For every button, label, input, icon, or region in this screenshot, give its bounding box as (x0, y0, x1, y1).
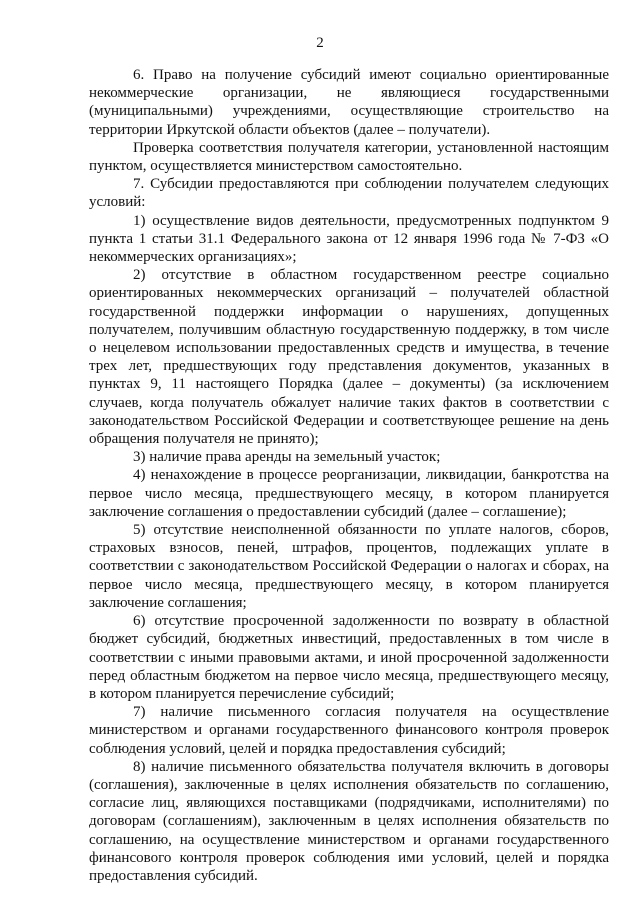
condition-6: 6) отсутствие просроченной задолженности по возврату в областной бюджет субсидий, бюджетных инвестиций, предоставленных в том числе в соответствии с иными правовыми актами, и иной просроченной задолженности перед областным бюджетом на первое число месяца, предшествующего месяцу, в котором планируется перечисление субсидий; (89, 613, 609, 702)
paragraph-7: 7. Субсидии предоставляются при соблюдении получателем следующих условий: (89, 176, 609, 211)
page-number: 2 (316, 35, 324, 51)
condition-2: 2) отсутствие в областном государственном реестре социально ориентированных некоммерческих организаций – получателей областной государственной поддержки информации о нарушениях, допущенных получателем, получившим областную государственную поддержку, в том числе о нецелевом использовании предоставленных средств и имущества, в течение трех лет, предшествующих году представления документов, указанных в пунктах 9, 11 настоящего Порядка (далее – документы) (за исключением случаев, когда получатель обжалует наличие таких фактов в соответствии с законодательством Российской Федерации и соответствующее решение на день обращения получателя не принято); (89, 267, 609, 448)
condition-1: 1) осуществление видов деятельности, предусмотренных подпунктом 9 пункта 1 статьи 31.1 Федерального закона от 12 января 1996 года № 7-ФЗ «О некоммерческих организациях»; (89, 212, 609, 266)
condition-7: 7) наличие письменного согласия получателя на осуществление министерством и органами государственного финансового контроля проверок соблюдения условий, целей и порядка предоставления субсидий; (89, 704, 609, 757)
document-body (89, 66, 609, 885)
condition-3: 3) наличие права аренды на земельный участок; (133, 449, 441, 466)
paragraph-eligibility-check: Проверка соответствия получателя категории, установленной настоящим пунктом, осуществляется министерством самостоятельно. (89, 139, 609, 175)
condition-5: 5) отсутствие неисполненной обязанности по уплате налогов, сборов, страховых взносов, пеней, штрафов, процентов, подлежащих уплате в соответствии с законодательством Российской Федерации о налогах и сборах, на первое число месяца, предшествующего месяцу, в котором планируется заключение соглашения; (89, 522, 609, 611)
paragraph-6: 6. Право на получение субсидий имеют социально ориентированные некоммерческие организации, не являющиеся государственными (муниципальными) учреждениями, осуществляющие строительство на территории Иркутской области объектов (далее – получатели). (89, 67, 609, 138)
condition-8: 8) наличие письменного обязательства получателя включить в договоры (соглашения), заключенные в целях исполнения обязательств по соглашению, согласие лиц, являющихся поставщиками (подрядчиками, исполнителями) по договорам (соглашениям), заключенным в целях исполнения обязательств по соглашению, на осуществление министерством и органами государственного финансового контроля проверок соблюдения ими условий, целей и порядка предоставления субсидий. (89, 758, 609, 884)
condition-4: 4) ненахождение в процессе реорганизации, ликвидации, банкротства на первое число месяца, предшествующего месяцу, в котором планируется заключение соглашения о предоставлении субсидий (далее – соглашение); (89, 467, 609, 520)
